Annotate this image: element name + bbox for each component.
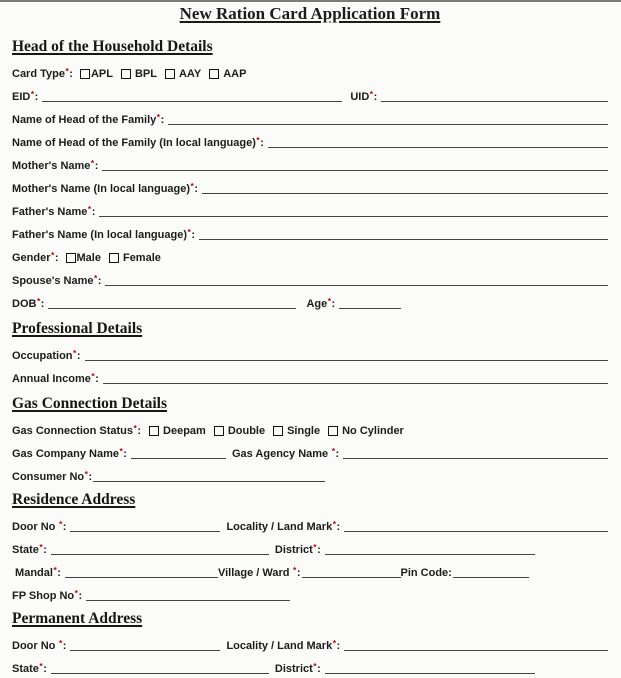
required-marker: * bbox=[293, 564, 297, 575]
gas-company-label: Gas Company Name*: bbox=[12, 445, 127, 460]
required-marker: * bbox=[74, 587, 78, 598]
uid-input-line[interactable] bbox=[381, 98, 608, 102]
required-marker: * bbox=[65, 65, 69, 76]
father-name-input-line[interactable] bbox=[99, 213, 608, 217]
res-mandal-input-line[interactable] bbox=[65, 574, 218, 578]
checkbox-label: AAY bbox=[178, 68, 202, 80]
res-state-input-line[interactable] bbox=[51, 551, 269, 555]
consumer-no-label: Consumer No*: bbox=[12, 468, 93, 483]
father-name-label: Father's Name*: bbox=[12, 203, 96, 218]
field-row-res-state-district bbox=[12, 536, 608, 559]
checkbox-label: Male bbox=[76, 252, 101, 264]
section-heading-residence: Residence Address bbox=[12, 491, 136, 508]
res-pin-code-label: Pin Code: bbox=[400, 567, 452, 579]
perm-district-label: District*: bbox=[274, 660, 321, 675]
annual-income-label: Annual Income*: bbox=[12, 370, 99, 385]
fp-shop-no-label: FP Shop No*: bbox=[12, 587, 83, 602]
required-marker: * bbox=[36, 295, 41, 306]
dob-input-line[interactable] bbox=[48, 305, 296, 309]
gas-status-deepam-checkbox[interactable] bbox=[149, 426, 159, 436]
head-name-label: Name of Head of the Family*: bbox=[12, 111, 165, 126]
father-name-local-label: Father's Name (In local language)*: bbox=[12, 226, 195, 241]
res-pin-code-input-line[interactable] bbox=[453, 574, 529, 578]
consumer-no-input-line[interactable] bbox=[93, 478, 325, 482]
age-label: Age*: bbox=[306, 295, 336, 310]
perm-state-label: State*: bbox=[12, 660, 47, 675]
mother-name-local-label: Mother's Name (In local language)*: bbox=[12, 180, 199, 195]
field-row-head-name-local bbox=[12, 129, 608, 152]
gas-status-label: Gas Connection Status*: bbox=[12, 422, 142, 437]
required-marker: * bbox=[133, 422, 137, 433]
required-marker: * bbox=[156, 111, 161, 122]
required-marker: * bbox=[73, 347, 77, 358]
field-row-father-name-local bbox=[12, 221, 608, 244]
field-row-res-mandal-village-pin bbox=[12, 559, 608, 582]
card-type-apl-checkbox[interactable] bbox=[80, 69, 90, 79]
res-district-label: District*: bbox=[274, 541, 321, 556]
section-heading-gas: Gas Connection Details bbox=[12, 395, 167, 412]
required-marker: * bbox=[313, 541, 317, 552]
checkbox-label: BPL bbox=[134, 68, 157, 80]
required-marker: * bbox=[84, 468, 88, 479]
required-marker: * bbox=[313, 660, 317, 671]
field-row-father-name bbox=[12, 198, 608, 221]
required-marker: * bbox=[91, 370, 95, 381]
perm-state-input-line[interactable] bbox=[51, 670, 269, 674]
required-marker: * bbox=[87, 203, 92, 214]
gas-status-single-checkbox[interactable] bbox=[273, 426, 283, 436]
checkbox-label: No Cylinder bbox=[342, 425, 404, 437]
field-row-fp-shop bbox=[12, 582, 608, 605]
res-mandal-label: Mandal*: bbox=[12, 564, 61, 579]
required-marker: * bbox=[93, 272, 98, 283]
gender-male-checkbox[interactable] bbox=[66, 253, 76, 263]
section-heading-permanent: Permanent Address bbox=[12, 610, 143, 627]
field-row-annual-income bbox=[12, 365, 608, 388]
required-marker: * bbox=[327, 295, 332, 306]
field-row-head-name bbox=[12, 106, 608, 129]
perm-door-no-label: Door No *: bbox=[12, 637, 67, 652]
head-name-local-label: Name of Head of the Family (In local language)*: bbox=[12, 134, 264, 149]
field-row-mother-name-local bbox=[12, 175, 608, 198]
gas-agency-input-line[interactable] bbox=[343, 455, 608, 459]
perm-district-input-line[interactable] bbox=[325, 670, 535, 674]
card-type-aap-checkbox[interactable] bbox=[209, 69, 219, 79]
gas-status-nocylinder-checkbox[interactable] bbox=[328, 426, 338, 436]
required-marker: * bbox=[39, 660, 43, 671]
required-marker: * bbox=[90, 157, 95, 168]
field-row-card-type bbox=[12, 60, 608, 83]
checkbox-label: Double bbox=[227, 425, 266, 437]
section-heading-professional: Professional Details bbox=[12, 320, 143, 337]
res-locality-input-line[interactable] bbox=[344, 528, 608, 532]
dob-label: DOB*: bbox=[12, 295, 45, 310]
field-row-spouse-name bbox=[12, 267, 608, 290]
required-marker: * bbox=[119, 445, 123, 456]
res-door-no-label: Door No *: bbox=[12, 518, 67, 533]
required-marker: * bbox=[332, 518, 336, 529]
checkbox-label: Single bbox=[287, 425, 321, 437]
field-row-eid-uid bbox=[12, 83, 608, 106]
head-name-input-line[interactable] bbox=[168, 121, 608, 125]
uid-label: UID*: bbox=[350, 88, 378, 103]
required-marker: * bbox=[30, 88, 35, 99]
field-row-gender bbox=[12, 244, 608, 267]
res-district-input-line[interactable] bbox=[325, 551, 535, 555]
mother-name-label: Mother's Name*: bbox=[12, 157, 99, 172]
card-type-aay-checkbox[interactable] bbox=[165, 69, 175, 79]
res-state-label: State*: bbox=[12, 541, 47, 556]
mother-name-input-line[interactable] bbox=[102, 167, 608, 171]
fp-shop-no-input-line[interactable] bbox=[86, 597, 290, 601]
field-row-occupation bbox=[12, 342, 608, 365]
eid-input-line[interactable] bbox=[42, 98, 342, 102]
gas-agency-label: Gas Agency Name *: bbox=[231, 445, 340, 460]
required-marker: * bbox=[58, 637, 63, 648]
perm-locality-input-line[interactable] bbox=[344, 647, 608, 651]
gas-status-double-checkbox[interactable] bbox=[214, 426, 224, 436]
eid-label: EID*: bbox=[12, 88, 39, 103]
mother-name-local-input-line[interactable] bbox=[202, 190, 608, 194]
required-marker: * bbox=[331, 445, 336, 456]
field-row-res-door-locality bbox=[12, 513, 608, 536]
required-marker: * bbox=[58, 518, 63, 529]
required-marker: * bbox=[256, 134, 260, 145]
card-type-label: Card Type*: bbox=[12, 65, 73, 80]
father-name-local-input-line[interactable] bbox=[199, 236, 608, 240]
field-row-consumer-no bbox=[12, 463, 608, 486]
gender-label: Gender*: bbox=[12, 249, 59, 264]
res-village-input-line[interactable] bbox=[302, 574, 401, 578]
annual-income-input-line[interactable] bbox=[103, 380, 608, 384]
checkbox-label: APL bbox=[90, 68, 113, 80]
required-marker: * bbox=[51, 249, 55, 260]
spouse-name-input-line[interactable] bbox=[105, 282, 608, 286]
res-village-label: Village / Ward *: bbox=[217, 564, 301, 579]
gas-company-input-line[interactable] bbox=[131, 455, 226, 459]
res-door-no-input-line[interactable] bbox=[70, 528, 220, 532]
field-row-mother-name bbox=[12, 152, 608, 175]
field-row-dob-age bbox=[12, 290, 608, 313]
field-row-perm-door-locality bbox=[12, 632, 608, 655]
checkbox-label: AAP bbox=[223, 68, 247, 80]
perm-door-no-input-line[interactable] bbox=[70, 647, 220, 651]
required-marker: * bbox=[369, 88, 374, 99]
field-row-gas-company-agency bbox=[12, 440, 608, 463]
required-marker: * bbox=[53, 564, 57, 575]
field-row-gas-status bbox=[12, 417, 608, 440]
perm-locality-label: Locality / Land Mark*: bbox=[226, 637, 341, 652]
spouse-name-label: Spouse's Name*: bbox=[12, 272, 102, 287]
card-type-bpl-checkbox[interactable] bbox=[121, 69, 131, 79]
res-locality-label: Locality / Land Mark*: bbox=[226, 518, 341, 533]
required-marker: * bbox=[190, 180, 194, 191]
checkbox-label: Deepam bbox=[163, 425, 206, 437]
checkbox-label: Female bbox=[122, 252, 161, 264]
required-marker: * bbox=[187, 226, 191, 237]
section-heading-household: Head of the Household Details bbox=[12, 38, 213, 55]
required-marker: * bbox=[39, 541, 43, 552]
occupation-input-line[interactable] bbox=[85, 357, 609, 361]
age-input-line[interactable] bbox=[339, 305, 401, 309]
required-marker: * bbox=[332, 637, 336, 648]
head-name-local-input-line[interactable] bbox=[268, 144, 608, 148]
gender-female-checkbox[interactable] bbox=[109, 253, 119, 263]
form-title: New Ration Card Application Form bbox=[179, 4, 441, 23]
occupation-label: Occupation*: bbox=[12, 347, 81, 362]
